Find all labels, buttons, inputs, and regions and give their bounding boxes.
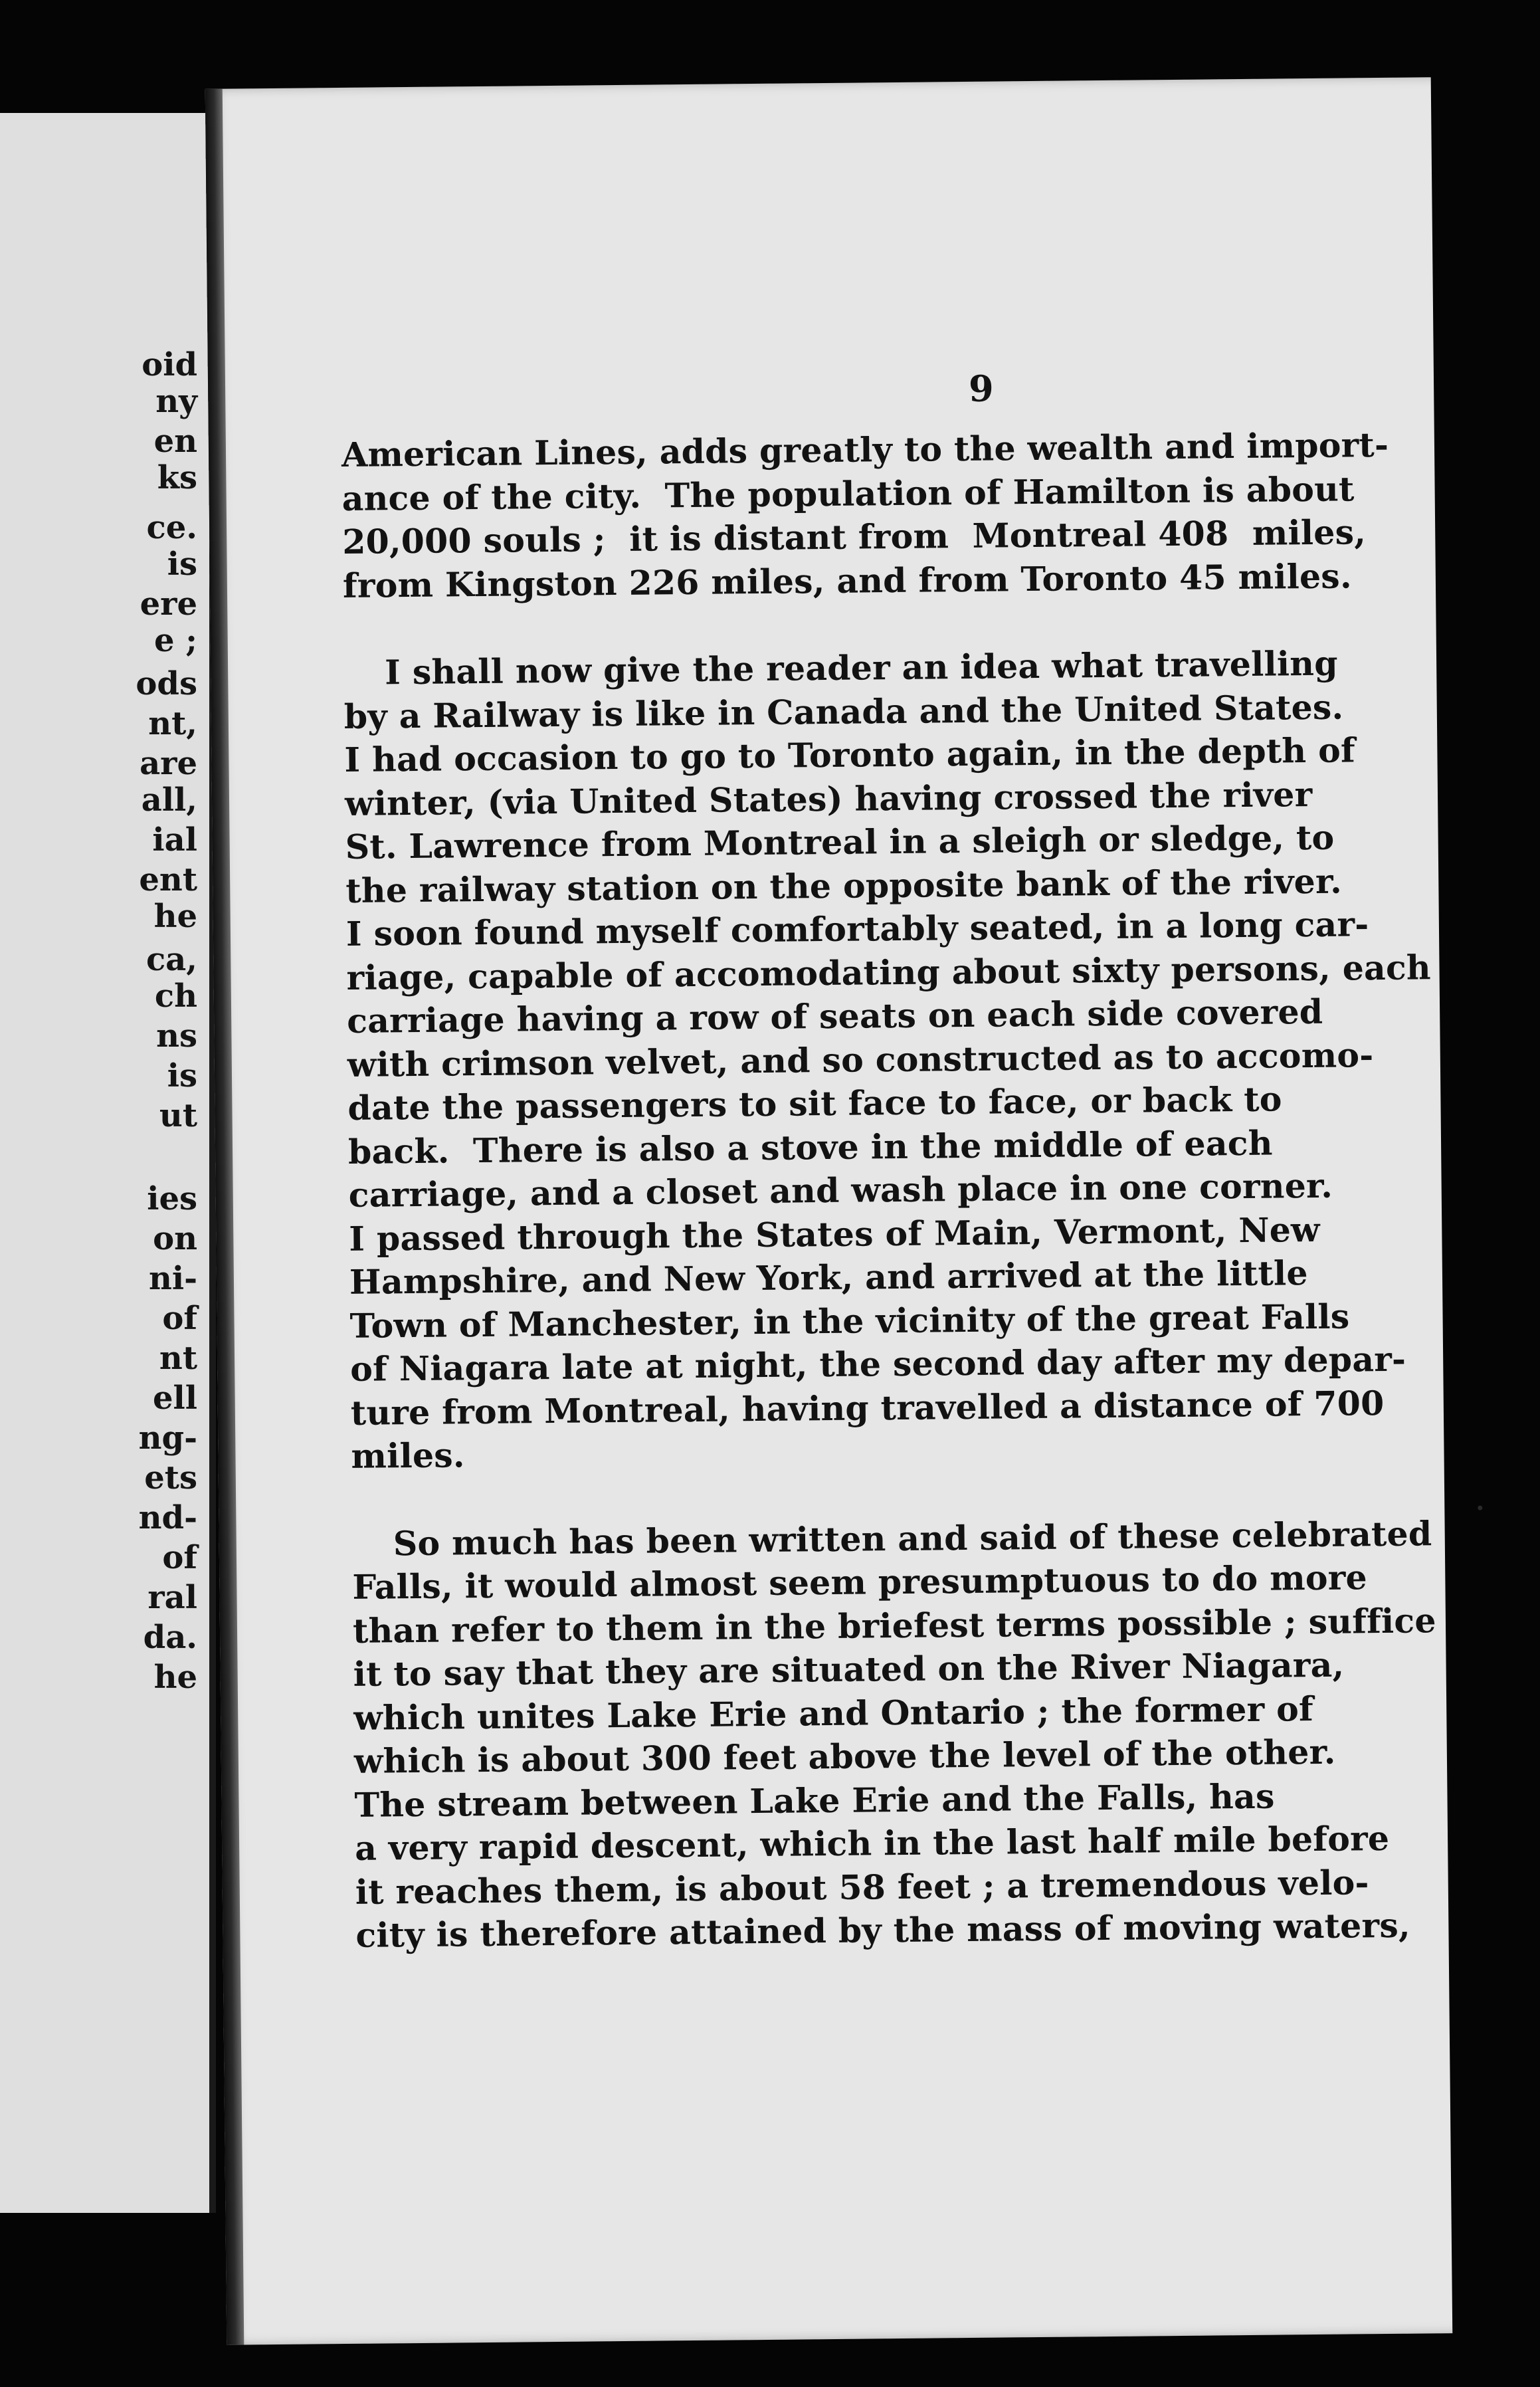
- facing-page-fragment: ies: [147, 1180, 197, 1217]
- line-text: carriage, and a closet and wash place in one corner.: [348, 1166, 1333, 1215]
- facing-page-fragment: ere: [140, 585, 197, 623]
- line-text: ance of the city. The population of Hamilton is about: [341, 468, 1355, 518]
- facing-page-fragment: ial: [152, 821, 197, 859]
- facing-page-fragment: nt: [159, 1340, 197, 1377]
- facing-page-fragment: nt,: [148, 705, 197, 742]
- text-line: [342, 555, 1352, 607]
- line-text: Falls, it would almost seem presumptuous to do more: [352, 1558, 1368, 1607]
- facing-page-fragment: da.: [143, 1619, 197, 1656]
- facing-page-fragment: he: [153, 898, 197, 935]
- line-text: miles.: [351, 1435, 465, 1476]
- line-text: Hampshire, and New York, and arrived at the little: [349, 1253, 1308, 1302]
- line-text: it reaches them, is about 58 feet ; a tremendous velo-: [355, 1862, 1369, 1912]
- facing-page-fragment: is: [167, 1057, 197, 1094]
- text-line: [355, 1905, 1410, 1958]
- facing-page-fragment: ell: [152, 1380, 197, 1417]
- line-text: riage, capable of accomodating about sixty persons, each: [346, 947, 1432, 997]
- facing-page-fragment: is: [167, 546, 197, 583]
- line-text: I had occasion to go to Toronto again, in the depth of: [344, 730, 1356, 779]
- line-text: back. There is also a stove in the middle of each: [347, 1123, 1273, 1172]
- line-text: St. Lawrence from Montreal in a sleigh or sledge, to: [345, 817, 1335, 867]
- facing-page-fragment: en: [153, 423, 197, 460]
- body-text: [341, 425, 1436, 1958]
- line-text: I passed through the States of Main, Vermont, New: [349, 1209, 1320, 1259]
- facing-page-fragment: of: [162, 1539, 197, 1576]
- line-text: the railway station on the opposite bank of the river.: [345, 861, 1343, 910]
- ink-speck: [1478, 1506, 1482, 1510]
- line-text: winter, (via United States) having crossed the river: [344, 774, 1313, 823]
- facing-page-fragment: ral: [147, 1579, 197, 1616]
- facing-page-fragment: oid: [142, 346, 197, 383]
- facing-page-fragment: ods: [136, 665, 197, 702]
- facing-page-fragment: ent: [139, 861, 197, 898]
- line-text: a very rapid descent, which in the last half mile before: [354, 1818, 1390, 1868]
- line-text: ture from Montreal, having travelled a distance of 700: [350, 1383, 1385, 1433]
- line-text: than refer to them in the briefest terms possible ; suffice: [352, 1600, 1436, 1651]
- facing-page-fragment: ng-: [138, 1419, 197, 1457]
- facing-page-fragment: ch: [154, 978, 197, 1015]
- facing-page-fragment: ets: [144, 1459, 197, 1497]
- facing-page-fragment: are: [140, 745, 197, 782]
- facing-page-fragment: ny: [155, 383, 197, 420]
- facing-page-fragment: all,: [141, 781, 197, 819]
- line-text: by a Railway is like in Canada and the United States.: [343, 687, 1344, 736]
- facing-page-fragment: e ;: [154, 622, 197, 659]
- facing-page-fragment: ni-: [148, 1260, 197, 1297]
- line-text: which is about 300 feet above the level of the other.: [353, 1732, 1336, 1781]
- line-text: The stream between Lake Erie and the Falls, has: [354, 1776, 1275, 1825]
- facing-page-fragment: nd-: [138, 1499, 197, 1536]
- line-text: I shall now give the reader an idea what travelling: [384, 643, 1338, 692]
- facing-page-fragment: he: [153, 1659, 197, 1696]
- facing-page-fragment: on: [153, 1220, 197, 1257]
- facing-page-fragment: of: [162, 1300, 197, 1337]
- line-text: date the passengers to sit face to face, or back to: [347, 1079, 1282, 1128]
- facing-page-fragment: ce.: [146, 509, 197, 546]
- line-text: American Lines, adds greatly to the wealth and import-: [341, 425, 1389, 474]
- page-number: 9: [968, 367, 995, 410]
- book-page: [205, 77, 1453, 2345]
- line-text: So much has been written and said of these celebrated: [393, 1513, 1432, 1563]
- text-line: [350, 1382, 1385, 1435]
- facing-page-fragment: ns: [156, 1017, 197, 1055]
- line-text: I soon found myself comfortably seated, in a long car-: [345, 904, 1369, 954]
- line-text: 20,000 souls ; it is distant from Montreal 408 miles,: [342, 512, 1367, 562]
- line-text: carriage having a row of seats on each side covered: [346, 991, 1323, 1041]
- line-text: city is therefore attained by the mass of moving waters,: [355, 1905, 1410, 1955]
- line-text: with crimson velvet, and so constructed as to accomo-: [347, 1035, 1374, 1085]
- line-text: Town of Manchester, in the vicinity of the great Falls: [349, 1296, 1350, 1346]
- line-text: of Niagara late at night, the second day after my depar-: [349, 1339, 1406, 1389]
- line-text: it to say that they are situated on the River Niagara,: [353, 1645, 1345, 1694]
- facing-page-fragment: ut: [159, 1097, 197, 1134]
- facing-page-fragment: ks: [157, 459, 197, 496]
- line-text: from Kingston 226 miles, and from Toronto 45 miles.: [342, 556, 1352, 605]
- line-text: which unites Lake Erie and Ontario ; the former of: [353, 1689, 1314, 1738]
- facing-page-edge: [0, 113, 216, 2213]
- facing-page-fragment: ca,: [145, 941, 197, 978]
